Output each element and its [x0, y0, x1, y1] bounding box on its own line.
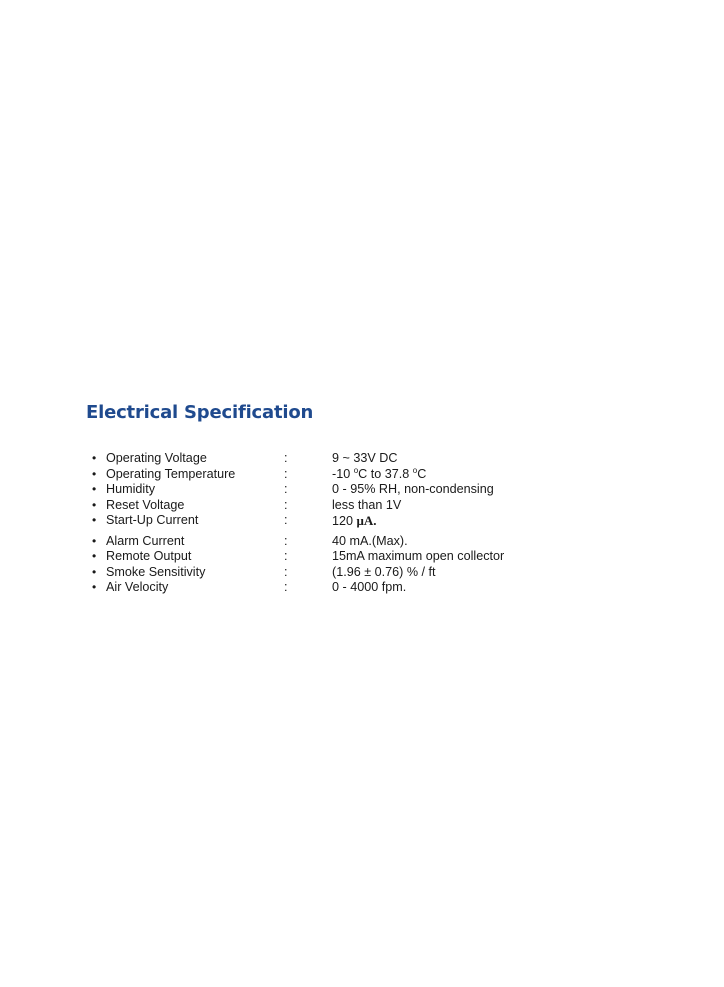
bullet-icon: • [92, 580, 97, 594]
spec-row-remote-output [92, 549, 552, 565]
spec-list [92, 451, 552, 596]
spec-label: Remote Output [106, 549, 192, 563]
spec-separator: : [284, 580, 288, 594]
spec-label: Operating Temperature [106, 466, 236, 481]
spec-label: Alarm Current [106, 533, 185, 548]
spec-label: Start-Up Current [106, 513, 199, 527]
spec-value: (1.96 ± 0.76) % / ft [332, 564, 436, 579]
bullet-icon: • [92, 482, 97, 496]
degree-sup: o [353, 465, 359, 475]
bullet-icon: • [92, 466, 97, 481]
spec-row-start-up-current [92, 513, 552, 529]
spec-value: less than 1V [332, 497, 402, 512]
spec-separator: : [284, 564, 288, 579]
spec-value [332, 513, 552, 530]
spec-label: Reset Voltage [106, 497, 185, 512]
spec-separator: : [284, 466, 288, 481]
spec-value-part: C [417, 466, 427, 481]
spec-label: Smoke Sensitivity [106, 564, 206, 579]
bullet-icon: • [92, 451, 97, 465]
degree-sup: o [412, 465, 418, 475]
spec-label: Humidity [106, 482, 155, 496]
bullet-icon: • [92, 497, 97, 512]
spec-row-operating-voltage [92, 451, 552, 467]
spec-value: 9 ~ 33V DC [332, 451, 398, 465]
spec-value: 0 - 4000 fpm. [332, 580, 407, 594]
spec-value: 0 - 95% RH, non-condensing [332, 482, 494, 496]
spec-value-unit: μA. [356, 512, 377, 528]
spec-value: 15mA maximum open collector [332, 549, 505, 563]
spec-value-part: C to 37.8 [358, 466, 413, 481]
spec-row-alarm-current [92, 534, 552, 550]
bullet-icon: • [92, 549, 97, 563]
bullet-icon: • [92, 533, 97, 548]
spec-row-operating-temperature [92, 467, 552, 483]
spec-separator: : [284, 549, 288, 563]
spec-value-part: -10 [332, 466, 354, 481]
spec-row-smoke-sensitivity [92, 565, 552, 581]
spec-row-humidity [92, 482, 552, 498]
spec-label: Operating Voltage [106, 451, 207, 465]
spec-value [332, 467, 552, 483]
spec-value-part: 120 [332, 513, 357, 528]
spec-separator: : [284, 497, 288, 512]
page-title: Electrical Specification [86, 402, 314, 423]
spec-row-air-velocity [92, 580, 552, 596]
bullet-icon: • [92, 513, 97, 527]
bullet-icon: • [92, 564, 97, 579]
spec-separator: : [284, 533, 288, 548]
spec-separator: : [284, 513, 288, 527]
spec-row-reset-voltage [92, 498, 552, 514]
spec-separator: : [284, 482, 288, 496]
spec-value: 40 mA.(Max). [332, 533, 408, 548]
spec-label: Air Velocity [106, 580, 169, 594]
spec-separator: : [284, 451, 288, 465]
